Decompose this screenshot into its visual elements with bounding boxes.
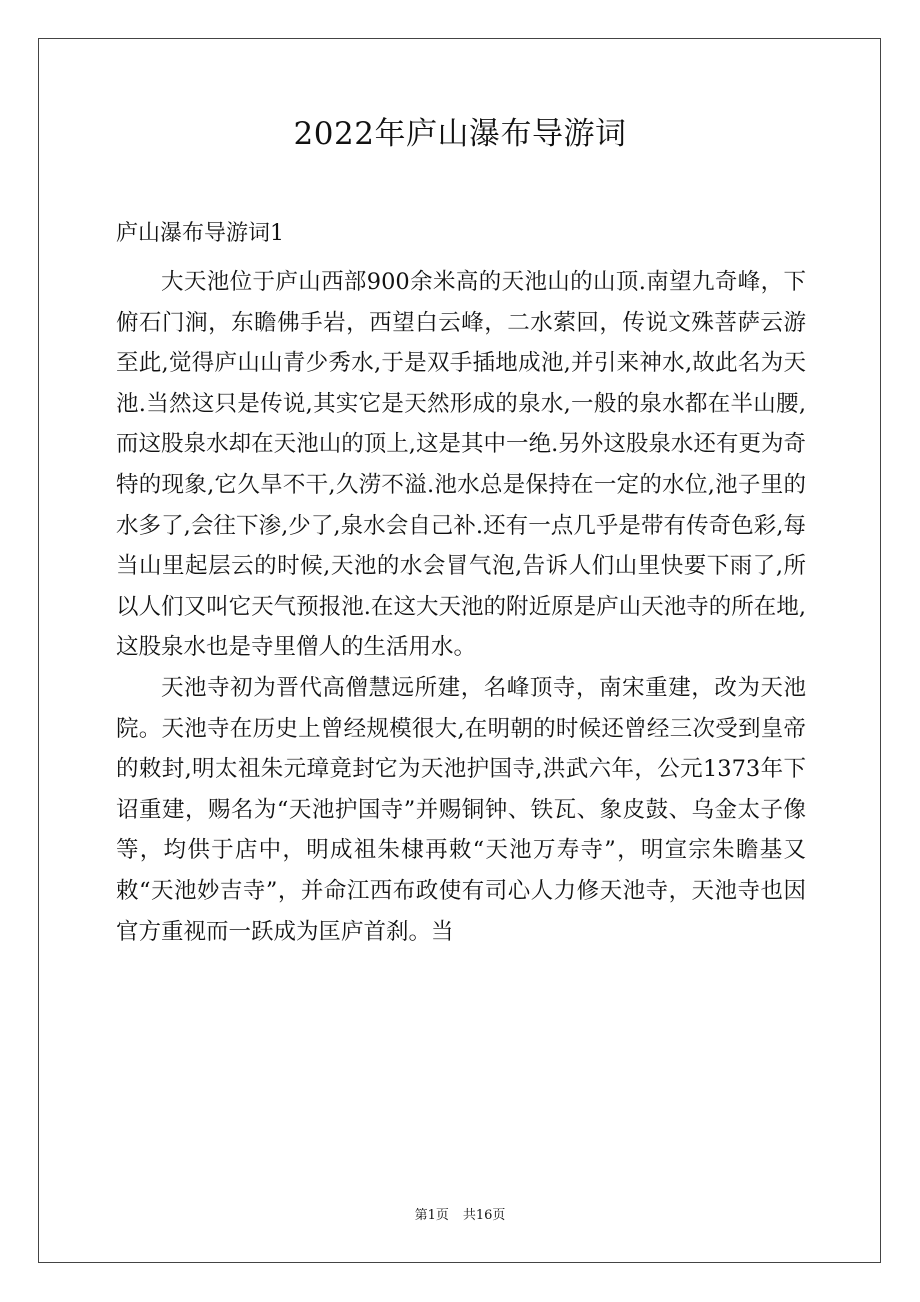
document-body (116, 262, 806, 952)
document-title: 2022年庐山瀑布导游词 (293, 116, 627, 152)
page-number: 第1页 (414, 1208, 449, 1223)
paragraph: 大天池位于庐山西部900余米高的天池山的山顶.南望九奇峰，下俯石门涧，东瞻佛手岩，西望白云峰，二水萦回，传说文殊菩萨云游至此,觉得庐山山青少秀水,于是双手插地成池,并引来神水,故此名为天池.当然这只是传说,其实它是天然形成的泉水,一般的泉水都在半山腰,而这股泉水却在天池山的顶上,这是其中一绝.另外这股泉水还有更为奇特的现象,它久旱不干,久涝不溢.池水总是保持在一定的水位,池子里的水多了,会往下渗,少了,泉水会自己补.还有一点几乎是带有传奇色彩,每当山里起层云的时候,天池的水会冒气泡,告诉人们山里快要下雨了,所以人们又叫它天气预报池.在这大天池的附近原是庐山天池寺的所在地,这股泉水也是寺里僧人的生活用水。 (116, 269, 806, 661)
section-heading: 庐山瀑布导游词1 (116, 221, 284, 246)
page-footer (0, 1207, 920, 1225)
paragraph: 天池寺初为晋代高僧慧远所建，名峰顶寺，南宋重建，改为天池院。天池寺在历史上曾经规模很大,在明朝的时候还曾经三次受到皇帝的敕封,明太祖朱元璋竟封它为天池护国寺,洪武六年，公元1373年下诏重建，赐名为“天池护国寺”并赐铜钟、铁瓦、象皮鼓、乌金太子像等，均供于店中，明成祖朱棣再敕“天池万寿寺”，明宣宗朱瞻基又敕“天池妙吉寺”，并命江西布政使有司心人力修天池寺，天池寺也因官方重视而一跃成为匡庐首刹。当 (116, 674, 806, 945)
page-total: 共16页 (462, 1208, 506, 1223)
